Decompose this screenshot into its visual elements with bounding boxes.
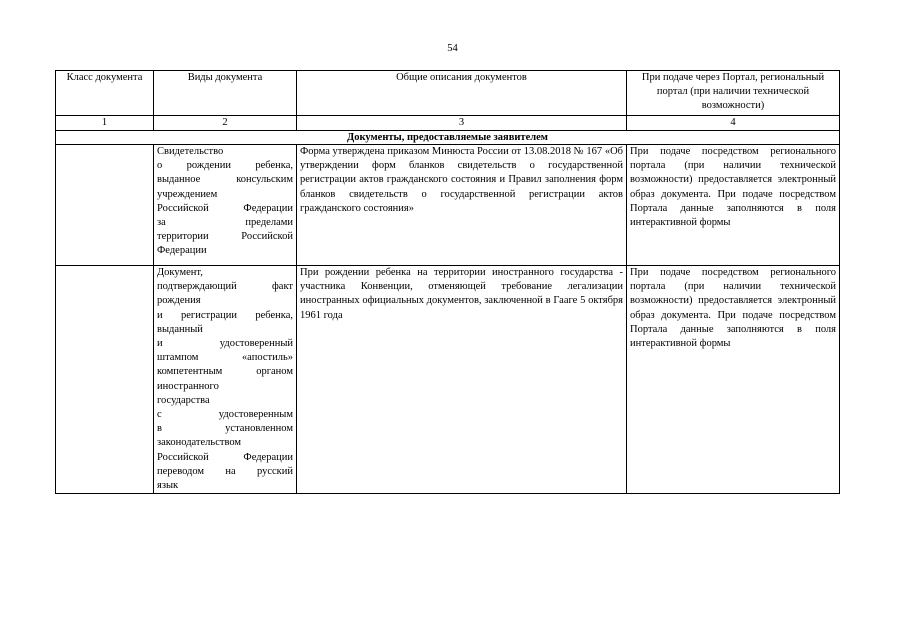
document-kind-line: выданное консульским xyxy=(157,174,293,186)
document-kind-line: территории Российской xyxy=(157,231,293,243)
portal-submission-cell: При подаче посредством регионального портала (при наличии технической возможности) предоставляется электронный образ документа. При подаче посредством Портала данные заполняются в поля интерактивной формы xyxy=(627,145,840,266)
document-kind-line: подтверждающий факт xyxy=(157,281,293,293)
document-kind-cell xyxy=(154,266,297,494)
document-kind-line: и регистрации ребенка, xyxy=(157,309,293,321)
document-kind-line: законодательством xyxy=(157,437,242,449)
table-row xyxy=(56,266,840,494)
document-kind-line: переводом на русский xyxy=(157,465,293,477)
document-class-cell xyxy=(56,266,154,494)
document-kind-line: о рождении ребенка, xyxy=(157,160,293,172)
portal-submission-cell: При подаче посредством регионального портала (при наличии технической возможности) предоставляется электронный образ документа. При подаче посредством Портала данные заполняются в поля интерактивной формы xyxy=(627,266,840,494)
table-row xyxy=(56,145,840,266)
document-kind-line: учреждением xyxy=(157,188,218,200)
page-number: 54 xyxy=(447,43,458,54)
document-kind-line: Документ, xyxy=(157,267,203,278)
document-kind-line: Федерации xyxy=(157,245,207,257)
header-document-class: Класс документа xyxy=(56,71,154,116)
header-document-kinds: Виды документа xyxy=(154,71,297,116)
document-kind-line: за пределами xyxy=(157,217,293,229)
document-description-cell: При рождении ребенка на территории иностранного государства - участника Конвенции, отменяющей требование легализации иностранных официальных документов, заключенной в Гааге 5 октября 1961 года xyxy=(297,266,627,494)
document-kind-cell xyxy=(154,145,297,266)
column-number: 2 xyxy=(154,116,297,131)
document-kind-line: с удостоверенным xyxy=(157,409,293,421)
column-number: 1 xyxy=(56,116,154,131)
column-number: 4 xyxy=(627,116,840,131)
document-kind-line: Российской Федерации xyxy=(157,202,293,214)
documents-table xyxy=(55,70,840,494)
section-row xyxy=(56,131,840,145)
header-portal-submission: При подаче через Портал, региональный портал (при наличии технической возможности) xyxy=(627,71,840,116)
document-kind-line: и удостоверенный xyxy=(157,338,293,350)
document-kind-line: в установленном xyxy=(157,423,293,435)
document-kind-line: иностранного xyxy=(157,380,219,392)
column-number: 3 xyxy=(297,116,627,131)
header-document-descriptions: Общие описания документов xyxy=(297,71,627,116)
section-title: Документы, предоставляемые заявителем xyxy=(56,131,840,145)
document-kind-line: выданный xyxy=(157,323,203,335)
column-number-row xyxy=(56,116,840,131)
document-kind-line: компетентным органом xyxy=(157,366,293,378)
document-kind-line: рождения xyxy=(157,295,201,307)
document-kind-line: язык xyxy=(157,480,179,492)
document-class-cell xyxy=(56,145,154,266)
document-kind-line: штампом «апостиль» xyxy=(157,352,293,364)
document-kind-line: Российской Федерации xyxy=(157,451,293,463)
document-kind-line: государства xyxy=(157,394,210,406)
table-header-row xyxy=(56,71,840,116)
document-description-cell: Форма утверждена приказом Минюста России от 13.08.2018 № 167 «Об утверждении форм бланков свидетельств о государственной регистрации актов гражданского состояния и Правил заполнения форм бланков свидетельств о государственной регистрации актов гражданского состояния» xyxy=(297,145,627,266)
document-kind-line: Свидетельство xyxy=(157,146,224,157)
